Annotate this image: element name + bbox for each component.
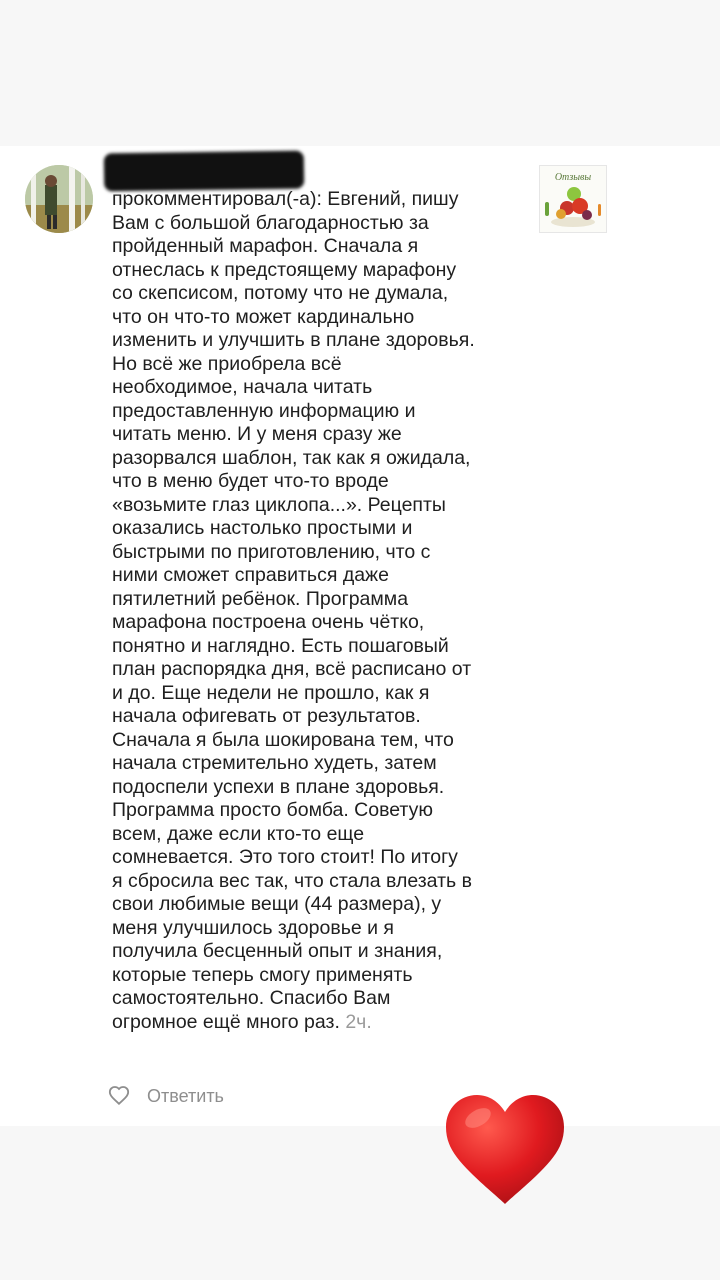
fruit-icon — [540, 184, 606, 232]
thumbnail-label: Отзывы — [554, 172, 592, 183]
redacted-username — [104, 151, 305, 192]
comment-time[interactable]: 2ч. — [345, 1010, 372, 1033]
comment-actions — [108, 1083, 224, 1109]
avatar[interactable] — [25, 165, 93, 233]
red-heart-sticker — [444, 1092, 566, 1208]
post-thumbnail[interactable] — [539, 165, 607, 233]
heart-outline-icon[interactable] — [108, 1085, 130, 1107]
reply-button[interactable]: Ответить — [147, 1085, 224, 1106]
comment-body: прокомментировал(-а): Евгений, пишу Вам с большой благодарностью за пройденный марафон. Сначала я отнеслась к предстоящему марафону со скепсисом, потому что не думала, что он что-то может кардинально изменить и улучшить в плане здоровья. Но всё же приобрела всё необходимое, начала читать предоставленную информацию и читать меню. И у меня сразу же разорвался шаблон, так как я ожидала, что в меню будет что-то вроде «возьмите глаз циклопа...». Рецепты оказались настолько простыми и быстрыми по приготовлению, что с ними сможет справиться даже пятилетний ребёнок. Программа марафона построена очень чётко, понятно и наглядно. Есть пошаговый план распорядка дня, всё расписано от и до. Еще недели не прошло, как я начала офигевать от результатов. Сначала я была шокирована тем, что начала стремительно худеть, затем подоспели успехи в плане здоровья. Программа просто бомба. Советую всем, даже если кто-то еще сомневается. Это того стоит! По итогу я сбросила вес так, что стала влезать в свои любимые вещи (44 размера), у меня улучшилось здоровье и я получила бесценный опыт и знания, которые теперь смогу применять самостоятельно. Спасибо Вам огромное ещё много раз. — [112, 188, 475, 1033]
comment-text — [112, 188, 532, 1034]
